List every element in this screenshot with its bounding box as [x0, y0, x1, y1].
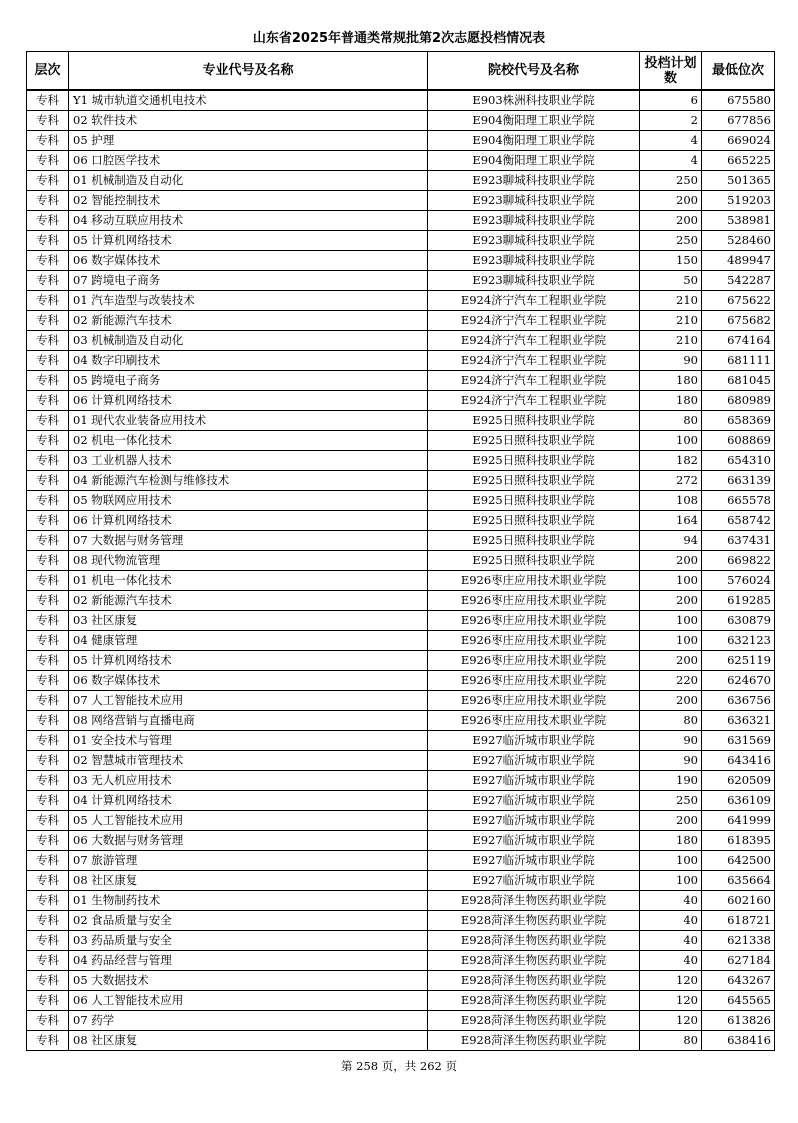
cell-major: 04 移动互联应用技术 — [69, 211, 428, 231]
cell-plan-count: 90 — [640, 731, 702, 751]
table-row — [27, 571, 775, 591]
cell-level: 专科 — [27, 251, 69, 271]
cell-min-rank: 618721 — [702, 911, 775, 931]
cell-major: 08 网络营销与直播电商 — [69, 711, 428, 731]
table-body — [27, 90, 775, 1051]
cell-level: 专科 — [27, 851, 69, 871]
cell-school: E927临沂城市职业学院 — [428, 831, 640, 851]
cell-min-rank: 519203 — [702, 191, 775, 211]
header-min-rank: 最低位次 — [702, 52, 775, 91]
cell-level: 专科 — [27, 811, 69, 831]
cell-min-rank: 528460 — [702, 231, 775, 251]
cell-min-rank: 489947 — [702, 251, 775, 271]
cell-min-rank: 669822 — [702, 551, 775, 571]
table-header-row — [27, 52, 775, 91]
cell-min-rank: 624670 — [702, 671, 775, 691]
cell-school: E904衡阳理工职业学院 — [428, 151, 640, 171]
cell-major: 05 大数据技术 — [69, 971, 428, 991]
cell-major: 06 数字媒体技术 — [69, 671, 428, 691]
cell-school: E926枣庄应用技术职业学院 — [428, 571, 640, 591]
cell-min-rank: 538981 — [702, 211, 775, 231]
cell-major: 03 工业机器人技术 — [69, 451, 428, 471]
cell-level: 专科 — [27, 131, 69, 151]
table-row — [27, 711, 775, 731]
cell-min-rank: 635664 — [702, 871, 775, 891]
cell-school: E927临沂城市职业学院 — [428, 731, 640, 751]
cell-school: E924济宁汽车工程职业学院 — [428, 351, 640, 371]
cell-level: 专科 — [27, 271, 69, 291]
cell-level: 专科 — [27, 491, 69, 511]
cell-school: E903株洲科技职业学院 — [428, 90, 640, 111]
table-row — [27, 231, 775, 251]
table-row — [27, 251, 775, 271]
cell-major: 01 汽车造型与改装技术 — [69, 291, 428, 311]
cell-major: 03 机械制造及自动化 — [69, 331, 428, 351]
cell-school: E923聊城科技职业学院 — [428, 271, 640, 291]
cell-major: 02 新能源汽车技术 — [69, 311, 428, 331]
table-row — [27, 551, 775, 571]
cell-school: E923聊城科技职业学院 — [428, 191, 640, 211]
cell-min-rank: 675682 — [702, 311, 775, 331]
cell-school: E925日照科技职业学院 — [428, 451, 640, 471]
cell-min-rank: 636109 — [702, 791, 775, 811]
cell-school: E923聊城科技职业学院 — [428, 211, 640, 231]
cell-plan-count: 80 — [640, 711, 702, 731]
table-row — [27, 751, 775, 771]
cell-school: E925日照科技职业学院 — [428, 511, 640, 531]
cell-min-rank: 636756 — [702, 691, 775, 711]
table-row — [27, 811, 775, 831]
cell-major: 08 社区康复 — [69, 871, 428, 891]
cell-plan-count: 200 — [640, 811, 702, 831]
cell-plan-count: 182 — [640, 451, 702, 471]
cell-min-rank: 631569 — [702, 731, 775, 751]
admission-table — [26, 51, 775, 1051]
cell-major: 02 食品质量与安全 — [69, 911, 428, 931]
page-footer: 第 258 页，共 262 页 — [340, 1059, 458, 1073]
cell-level: 专科 — [27, 431, 69, 451]
cell-min-rank: 602160 — [702, 891, 775, 911]
cell-major: 02 智慧城市管理技术 — [69, 751, 428, 771]
cell-level: 专科 — [27, 571, 69, 591]
cell-school: E928菏泽生物医药职业学院 — [428, 931, 640, 951]
table-row — [27, 911, 775, 931]
table-row — [27, 191, 775, 211]
cell-major: 04 健康管理 — [69, 631, 428, 651]
cell-level: 专科 — [27, 90, 69, 111]
cell-school: E927临沂城市职业学院 — [428, 871, 640, 891]
cell-plan-count: 80 — [640, 411, 702, 431]
cell-level: 专科 — [27, 931, 69, 951]
cell-school: E924济宁汽车工程职业学院 — [428, 371, 640, 391]
cell-major: 05 人工智能技术应用 — [69, 811, 428, 831]
table-row — [27, 351, 775, 371]
cell-major: 06 人工智能技术应用 — [69, 991, 428, 1011]
cell-min-rank: 663139 — [702, 471, 775, 491]
cell-plan-count: 108 — [640, 491, 702, 511]
cell-major: 06 口腔医学技术 — [69, 151, 428, 171]
cell-min-rank: 620509 — [702, 771, 775, 791]
cell-major: 02 新能源汽车技术 — [69, 591, 428, 611]
cell-major: 02 智能控制技术 — [69, 191, 428, 211]
cell-major: 04 药品经营与管理 — [69, 951, 428, 971]
cell-level: 专科 — [27, 711, 69, 731]
cell-major: 01 生物制药技术 — [69, 891, 428, 911]
cell-school: E928菏泽生物医药职业学院 — [428, 1031, 640, 1051]
cell-level: 专科 — [27, 191, 69, 211]
cell-school: E927临沂城市职业学院 — [428, 751, 640, 771]
cell-level: 专科 — [27, 451, 69, 471]
cell-plan-count: 90 — [640, 751, 702, 771]
cell-min-rank: 658742 — [702, 511, 775, 531]
cell-school: E926枣庄应用技术职业学院 — [428, 651, 640, 671]
table-row — [27, 291, 775, 311]
table-row — [27, 631, 775, 651]
table-row — [27, 851, 775, 871]
cell-plan-count: 250 — [640, 791, 702, 811]
table-row — [27, 691, 775, 711]
cell-school: E926枣庄应用技术职业学院 — [428, 691, 640, 711]
cell-major: 04 计算机网络技术 — [69, 791, 428, 811]
cell-plan-count: 200 — [640, 651, 702, 671]
table-row — [27, 791, 775, 811]
cell-plan-count: 6 — [640, 90, 702, 111]
cell-level: 专科 — [27, 231, 69, 251]
cell-plan-count: 4 — [640, 131, 702, 151]
cell-level: 专科 — [27, 551, 69, 571]
cell-plan-count: 40 — [640, 951, 702, 971]
cell-school: E925日照科技职业学院 — [428, 471, 640, 491]
table-row — [27, 391, 775, 411]
cell-major: 01 现代农业装备应用技术 — [69, 411, 428, 431]
cell-min-rank: 675580 — [702, 90, 775, 111]
cell-min-rank: 654310 — [702, 451, 775, 471]
table-row — [27, 531, 775, 551]
table-row — [27, 991, 775, 1011]
cell-major: 05 计算机网络技术 — [69, 651, 428, 671]
table-row — [27, 771, 775, 791]
cell-level: 专科 — [27, 651, 69, 671]
cell-level: 专科 — [27, 951, 69, 971]
table-row — [27, 151, 775, 171]
cell-min-rank: 627184 — [702, 951, 775, 971]
cell-min-rank: 621338 — [702, 931, 775, 951]
cell-min-rank: 637431 — [702, 531, 775, 551]
cell-major: 01 机电一体化技术 — [69, 571, 428, 591]
cell-major: 07 药学 — [69, 1011, 428, 1031]
cell-min-rank: 658369 — [702, 411, 775, 431]
cell-level: 专科 — [27, 691, 69, 711]
cell-min-rank: 613826 — [702, 1011, 775, 1031]
cell-major: 02 机电一体化技术 — [69, 431, 428, 451]
cell-major: 07 人工智能技术应用 — [69, 691, 428, 711]
cell-plan-count: 80 — [640, 1031, 702, 1051]
cell-plan-count: 4 — [640, 151, 702, 171]
cell-level: 专科 — [27, 871, 69, 891]
cell-school: E925日照科技职业学院 — [428, 531, 640, 551]
table-row — [27, 951, 775, 971]
cell-school: E924济宁汽车工程职业学院 — [428, 291, 640, 311]
cell-level: 专科 — [27, 971, 69, 991]
cell-plan-count: 200 — [640, 591, 702, 611]
cell-min-rank: 618395 — [702, 831, 775, 851]
cell-school: E923聊城科技职业学院 — [428, 171, 640, 191]
cell-school: E927临沂城市职业学院 — [428, 851, 640, 871]
cell-level: 专科 — [27, 371, 69, 391]
cell-level: 专科 — [27, 291, 69, 311]
cell-plan-count: 210 — [640, 311, 702, 331]
cell-level: 专科 — [27, 771, 69, 791]
cell-level: 专科 — [27, 111, 69, 131]
cell-major: 05 物联网应用技术 — [69, 491, 428, 511]
cell-min-rank: 674164 — [702, 331, 775, 351]
table-row — [27, 611, 775, 631]
cell-min-rank: 542287 — [702, 271, 775, 291]
cell-plan-count: 180 — [640, 391, 702, 411]
cell-major: 01 机械制造及自动化 — [69, 171, 428, 191]
cell-level: 专科 — [27, 391, 69, 411]
cell-plan-count: 40 — [640, 911, 702, 931]
table-row — [27, 1031, 775, 1051]
cell-plan-count: 164 — [640, 511, 702, 531]
cell-min-rank: 501365 — [702, 171, 775, 191]
table-row — [27, 471, 775, 491]
table-row — [27, 831, 775, 851]
cell-min-rank: 669024 — [702, 131, 775, 151]
cell-level: 专科 — [27, 211, 69, 231]
cell-plan-count: 40 — [640, 931, 702, 951]
cell-school: E926枣庄应用技术职业学院 — [428, 671, 640, 691]
cell-major: 04 新能源汽车检测与维修技术 — [69, 471, 428, 491]
cell-plan-count: 180 — [640, 831, 702, 851]
cell-level: 专科 — [27, 671, 69, 691]
cell-level: 专科 — [27, 631, 69, 651]
cell-plan-count: 50 — [640, 271, 702, 291]
cell-min-rank: 576024 — [702, 571, 775, 591]
cell-major: 07 旅游管理 — [69, 851, 428, 871]
cell-min-rank: 665578 — [702, 491, 775, 511]
cell-major: 05 计算机网络技术 — [69, 231, 428, 251]
cell-school: E927临沂城市职业学院 — [428, 771, 640, 791]
table-row — [27, 431, 775, 451]
cell-plan-count: 120 — [640, 991, 702, 1011]
cell-school: E924济宁汽车工程职业学院 — [428, 311, 640, 331]
cell-level: 专科 — [27, 991, 69, 1011]
cell-major: 05 跨境电子商务 — [69, 371, 428, 391]
cell-plan-count: 220 — [640, 671, 702, 691]
cell-plan-count: 180 — [640, 371, 702, 391]
cell-level: 专科 — [27, 1011, 69, 1031]
cell-plan-count: 100 — [640, 431, 702, 451]
cell-level: 专科 — [27, 891, 69, 911]
table-row — [27, 90, 775, 111]
table-row — [27, 891, 775, 911]
cell-school: E923聊城科技职业学院 — [428, 251, 640, 271]
cell-level: 专科 — [27, 791, 69, 811]
cell-major: Y1 城市轨道交通机电技术 — [69, 90, 428, 111]
cell-level: 专科 — [27, 311, 69, 331]
cell-major: 06 大数据与财务管理 — [69, 831, 428, 851]
cell-major: 02 软件技术 — [69, 111, 428, 131]
cell-min-rank: 641999 — [702, 811, 775, 831]
cell-school: E928菏泽生物医药职业学院 — [428, 911, 640, 931]
cell-school: E927临沂城市职业学院 — [428, 791, 640, 811]
page-title: 山东省2025年普通类常规批第2次志愿投档情况表 — [252, 31, 546, 46]
cell-level: 专科 — [27, 831, 69, 851]
cell-min-rank: 632123 — [702, 631, 775, 651]
cell-major: 04 数字印刷技术 — [69, 351, 428, 371]
cell-plan-count: 250 — [640, 171, 702, 191]
cell-plan-count: 120 — [640, 971, 702, 991]
cell-school: E924济宁汽车工程职业学院 — [428, 391, 640, 411]
cell-plan-count: 210 — [640, 291, 702, 311]
cell-school: E925日照科技职业学院 — [428, 551, 640, 571]
cell-level: 专科 — [27, 531, 69, 551]
cell-school: E928菏泽生物医药职业学院 — [428, 951, 640, 971]
cell-plan-count: 100 — [640, 851, 702, 871]
table-row — [27, 171, 775, 191]
table-row — [27, 651, 775, 671]
cell-school: E928菏泽生物医药职业学院 — [428, 891, 640, 911]
cell-min-rank: 681111 — [702, 351, 775, 371]
table-row — [27, 451, 775, 471]
cell-min-rank: 643267 — [702, 971, 775, 991]
cell-school: E904衡阳理工职业学院 — [428, 131, 640, 151]
cell-level: 专科 — [27, 471, 69, 491]
cell-school: E923聊城科技职业学院 — [428, 231, 640, 251]
cell-min-rank: 643416 — [702, 751, 775, 771]
cell-school: E928菏泽生物医药职业学院 — [428, 971, 640, 991]
cell-major: 06 计算机网络技术 — [69, 391, 428, 411]
cell-plan-count: 150 — [640, 251, 702, 271]
cell-min-rank: 675622 — [702, 291, 775, 311]
table-row — [27, 371, 775, 391]
table-row — [27, 411, 775, 431]
cell-plan-count: 100 — [640, 631, 702, 651]
cell-level: 专科 — [27, 731, 69, 751]
cell-school: E925日照科技职业学院 — [428, 491, 640, 511]
cell-min-rank: 677856 — [702, 111, 775, 131]
cell-school: E925日照科技职业学院 — [428, 411, 640, 431]
cell-plan-count: 190 — [640, 771, 702, 791]
cell-min-rank: 681045 — [702, 371, 775, 391]
cell-level: 专科 — [27, 411, 69, 431]
cell-min-rank: 645565 — [702, 991, 775, 1011]
cell-level: 专科 — [27, 591, 69, 611]
cell-school: E928菏泽生物医药职业学院 — [428, 1011, 640, 1031]
cell-plan-count: 90 — [640, 351, 702, 371]
cell-school: E926枣庄应用技术职业学院 — [428, 591, 640, 611]
cell-min-rank: 625119 — [702, 651, 775, 671]
cell-plan-count: 200 — [640, 551, 702, 571]
table-row — [27, 131, 775, 151]
cell-level: 专科 — [27, 1031, 69, 1051]
header-major: 专业代号及名称 — [69, 52, 428, 91]
cell-level: 专科 — [27, 351, 69, 371]
cell-plan-count: 94 — [640, 531, 702, 551]
table-row — [27, 311, 775, 331]
cell-school: E926枣庄应用技术职业学院 — [428, 631, 640, 651]
table-row — [27, 871, 775, 891]
cell-major: 08 社区康复 — [69, 1031, 428, 1051]
table-row — [27, 111, 775, 131]
cell-school: E925日照科技职业学院 — [428, 431, 640, 451]
table-row — [27, 731, 775, 751]
cell-level: 专科 — [27, 611, 69, 631]
table-row — [27, 331, 775, 351]
cell-min-rank: 665225 — [702, 151, 775, 171]
cell-school: E926枣庄应用技术职业学院 — [428, 611, 640, 631]
table-row — [27, 971, 775, 991]
table-row — [27, 671, 775, 691]
cell-plan-count: 200 — [640, 211, 702, 231]
table-row — [27, 1011, 775, 1031]
table-row — [27, 591, 775, 611]
cell-min-rank: 619285 — [702, 591, 775, 611]
cell-major: 03 药品质量与安全 — [69, 931, 428, 951]
cell-min-rank: 636321 — [702, 711, 775, 731]
cell-school: E927临沂城市职业学院 — [428, 811, 640, 831]
cell-level: 专科 — [27, 331, 69, 351]
table-row — [27, 931, 775, 951]
cell-school: E924济宁汽车工程职业学院 — [428, 331, 640, 351]
cell-level: 专科 — [27, 911, 69, 931]
cell-major: 01 安全技术与管理 — [69, 731, 428, 751]
table-row — [27, 511, 775, 531]
cell-school: E904衡阳理工职业学院 — [428, 111, 640, 131]
cell-level: 专科 — [27, 151, 69, 171]
cell-min-rank: 680989 — [702, 391, 775, 411]
cell-plan-count: 100 — [640, 611, 702, 631]
cell-major: 06 计算机网络技术 — [69, 511, 428, 531]
cell-level: 专科 — [27, 511, 69, 531]
table-row — [27, 491, 775, 511]
cell-plan-count: 100 — [640, 871, 702, 891]
cell-min-rank: 638416 — [702, 1031, 775, 1051]
table-row — [27, 271, 775, 291]
cell-major: 06 数字媒体技术 — [69, 251, 428, 271]
header-school: 院校代号及名称 — [428, 52, 640, 91]
cell-plan-count: 250 — [640, 231, 702, 251]
cell-plan-count: 200 — [640, 191, 702, 211]
cell-major: 05 护理 — [69, 131, 428, 151]
cell-plan-count: 210 — [640, 331, 702, 351]
header-plan-count: 投档计划数 — [640, 52, 702, 91]
cell-major: 07 跨境电子商务 — [69, 271, 428, 291]
cell-school: E926枣庄应用技术职业学院 — [428, 711, 640, 731]
cell-min-rank: 642500 — [702, 851, 775, 871]
cell-plan-count: 272 — [640, 471, 702, 491]
cell-level: 专科 — [27, 171, 69, 191]
cell-plan-count: 40 — [640, 891, 702, 911]
cell-plan-count: 100 — [640, 571, 702, 591]
header-level: 层次 — [27, 52, 69, 91]
cell-major: 07 大数据与财务管理 — [69, 531, 428, 551]
table-row — [27, 211, 775, 231]
cell-major: 03 社区康复 — [69, 611, 428, 631]
cell-min-rank: 630879 — [702, 611, 775, 631]
cell-plan-count: 200 — [640, 691, 702, 711]
cell-major: 08 现代物流管理 — [69, 551, 428, 571]
cell-plan-count: 2 — [640, 111, 702, 131]
cell-min-rank: 608869 — [702, 431, 775, 451]
cell-school: E928菏泽生物医药职业学院 — [428, 991, 640, 1011]
cell-major: 03 无人机应用技术 — [69, 771, 428, 791]
cell-plan-count: 120 — [640, 1011, 702, 1031]
cell-level: 专科 — [27, 751, 69, 771]
